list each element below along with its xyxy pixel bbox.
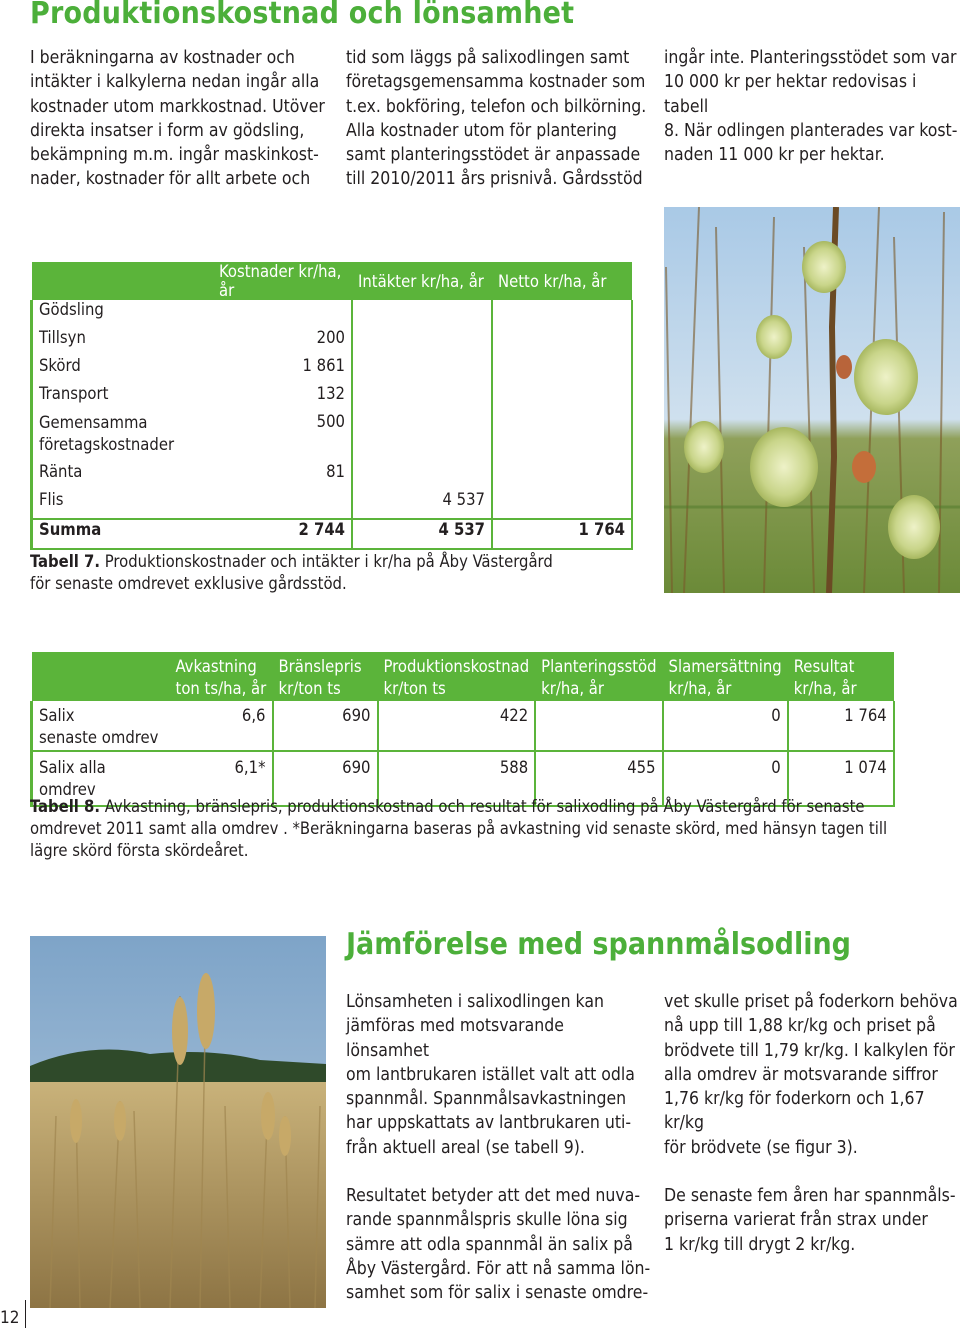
- text-line: till 2010/2011 års prisnivå. Gårdsstöd: [346, 169, 643, 190]
- cell: 422: [378, 701, 536, 751]
- text-line: bekämpning m.m. ingår maskinkost-: [30, 145, 319, 166]
- table-row: [32, 490, 633, 519]
- cell: [352, 462, 492, 490]
- table-header-cell: [170, 652, 273, 701]
- cell: 0: [663, 701, 788, 751]
- cell: 4 537: [352, 490, 492, 519]
- cell: [492, 412, 632, 462]
- text-line: Alla kostnader utom för plantering: [346, 120, 617, 141]
- table-header-cell: [32, 652, 170, 701]
- caption-label: Tabell 8.: [30, 797, 101, 816]
- cell: 1 764: [788, 701, 894, 751]
- text-line: t.ex. bokföring, telefon och bilkörning.: [346, 96, 647, 117]
- table-header-row: [32, 652, 894, 701]
- table-header-cell: [378, 652, 536, 701]
- text-line: 10 000 kr per hektar redovisas i tabell: [664, 72, 917, 117]
- cell: 4 537: [352, 519, 492, 549]
- table-header-row: [32, 262, 633, 300]
- table-header-cell: [32, 262, 214, 300]
- table-header-cell: [788, 652, 894, 701]
- text-line: Resultatet betyder att det med nuva-: [346, 1186, 641, 1207]
- page-number-divider: [25, 1300, 26, 1328]
- row-label: Tillsyn: [32, 328, 214, 356]
- table-7-caption: [30, 551, 630, 595]
- table-header-cell: Netto kr/ha, år: [492, 262, 632, 300]
- header-line: Planteringsstöd: [541, 657, 657, 676]
- text-line: tid som läggs på salixodlingen samt: [346, 48, 630, 68]
- cell: 0: [663, 751, 788, 806]
- header-line: Bränslepris: [278, 657, 362, 676]
- text-line: ingår inte. Planteringsstödet som var: [664, 48, 957, 68]
- row-label: Skörd: [32, 356, 214, 384]
- cell: 690: [273, 701, 378, 751]
- table-row: [32, 300, 633, 328]
- willow-catkin-photo: [664, 207, 960, 593]
- cell: 6,1*: [170, 751, 273, 806]
- comparison-column-2: [664, 990, 960, 1257]
- cell: 132: [213, 384, 352, 412]
- cell: [492, 462, 632, 490]
- cell: [213, 490, 352, 519]
- cell: [352, 356, 492, 384]
- header-line: kr/ha, år: [541, 678, 604, 698]
- cell: 455: [535, 751, 662, 806]
- text-line: vet skulle priset på foderkorn behöva: [664, 992, 958, 1012]
- header-line: kr/ha, år: [793, 678, 857, 698]
- text-line: naden 11 000 kr per hektar.: [664, 145, 885, 166]
- comparison-column-1: [346, 990, 651, 1306]
- intro-column-3: [664, 46, 960, 167]
- cell: 690: [273, 751, 378, 806]
- row-label-line: Salix: [39, 706, 75, 725]
- table-row: [32, 384, 633, 412]
- table-header-cell: Intäkter kr/ha, år: [352, 262, 492, 300]
- header-line: kr/ton ts: [278, 678, 341, 698]
- cell: [492, 490, 632, 519]
- intro-column-1: [30, 46, 330, 192]
- text-line: intäkter i kalkylerna nedan ingår alla: [30, 72, 320, 93]
- text-line: spannmål. Spannmålsavkastningen: [346, 1089, 627, 1110]
- cell: 1 764: [492, 519, 632, 549]
- table-row: [32, 462, 633, 490]
- cell: 81: [213, 462, 352, 490]
- table-8: [30, 652, 895, 807]
- text-line: om lantbrukaren istället valt att odla: [346, 1064, 635, 1085]
- cell: [492, 384, 632, 412]
- row-label: Flis: [32, 490, 214, 519]
- text-line: brödvete till 1,79 kr/kg. I kalkylen för: [664, 1040, 955, 1061]
- cell: [352, 328, 492, 356]
- cell: [213, 300, 352, 328]
- text-line: företagsgemensamma kostnader som: [346, 72, 646, 93]
- cell: [492, 300, 632, 328]
- cell: 500: [213, 412, 352, 462]
- header-line: Resultat: [793, 657, 855, 676]
- header-line: Produktionskostnad: [383, 657, 530, 676]
- text-line: alla omdrev är motsvarande siffror: [664, 1064, 938, 1085]
- header-line: kr/ton ts: [383, 678, 446, 698]
- cell: 200: [213, 328, 352, 356]
- section-title: Jämförelse med spannmålsodling: [346, 927, 852, 962]
- text-line: nå upp till 1,88 kr/kg och priset på: [664, 1016, 936, 1037]
- caption-text: Avkastning, bränslepris, produktionskostnad och resultat för salixodling på Åby Västergård för senaste: [100, 797, 865, 816]
- cell: [492, 328, 632, 356]
- page-number: 12: [0, 1308, 20, 1328]
- cell: 2 744: [213, 519, 352, 549]
- intro-column-2: [346, 46, 651, 192]
- table-row: [32, 412, 633, 462]
- caption-text: lägre skörd första skördeåret.: [30, 841, 249, 860]
- text-line: I beräkningarna av kostnader och: [30, 48, 295, 68]
- text-line: sämre att odla spannmål än salix på: [346, 1234, 633, 1255]
- cell: [352, 300, 492, 328]
- cell: [352, 412, 492, 462]
- table-row: [32, 356, 633, 384]
- caption-text: för senaste omdrevet exklusive gårdsstöd.: [30, 574, 347, 593]
- table-header-cell: [273, 652, 378, 701]
- caption-text: Produktionskostnader och intäkter i kr/ha på Åby Västergård: [100, 552, 553, 571]
- table-row: [32, 701, 894, 751]
- text-line: har uppskattats av lantbrukaren uti-: [346, 1113, 632, 1134]
- cell: 6,6: [170, 701, 273, 751]
- cell: [535, 701, 662, 751]
- cell: [352, 384, 492, 412]
- text-line: 8. När odlingen planterades var kost-: [664, 120, 958, 141]
- text-line: 1,76 kr/kg för foderkorn och 1,67 kr/kg: [664, 1089, 925, 1134]
- text-line: från aktuell areal (se tabell 9).: [346, 1137, 585, 1158]
- row-label: [32, 701, 170, 751]
- row-label: Summa: [32, 519, 214, 549]
- cell: [492, 356, 632, 384]
- table-sum-row: [32, 519, 633, 549]
- text-line: Åby Västergård. För att nå samma lön-: [346, 1258, 651, 1279]
- cell: 1 861: [213, 356, 352, 384]
- text-line: samt planteringsstödet är anpassade: [346, 145, 641, 166]
- row-label: Gemensamma företagskostnader: [32, 412, 214, 462]
- row-label: Transport: [32, 384, 214, 412]
- table-header-cell: [535, 652, 662, 701]
- row-label: Ränta: [32, 462, 214, 490]
- text-line: samhet som för salix i senaste omdre-: [346, 1283, 649, 1304]
- cell: 1 074: [788, 751, 894, 806]
- text-line: kostnader utom markkostnad. Utöver: [30, 96, 325, 117]
- text-line: nader, kostnader för allt arbete och: [30, 169, 311, 190]
- caption-text: omdrevet 2011 samt alla omdrev . *Beräkningarna baseras på avkastning vid senaste skörd, med hänsyn tagen till: [30, 819, 888, 838]
- header-line: Avkastning: [175, 657, 257, 676]
- row-label: Salix alla omdrev: [32, 751, 170, 806]
- cell: 588: [378, 751, 536, 806]
- table-7: [30, 262, 633, 550]
- header-line: ton ts/ha, år: [175, 678, 267, 698]
- table-8-caption: [30, 796, 940, 862]
- table-row: [32, 328, 633, 356]
- header-line: Slamersättning: [668, 657, 782, 676]
- page-title: Produktionskostnad och lönsamhet: [30, 0, 575, 31]
- table-header-cell: Kostnader kr/ha, år: [213, 262, 352, 300]
- text-line: De senaste fem åren har spannmåls-: [664, 1186, 956, 1207]
- table-header-cell: [663, 652, 788, 701]
- text-line: jämföras med motsvarande lönsamhet: [346, 1016, 564, 1061]
- text-line: direkta insatser i form av gödsling,: [30, 120, 305, 141]
- row-label: Gödsling: [32, 300, 214, 328]
- text-line: 1 kr/kg till drygt 2 kr/kg.: [664, 1234, 856, 1255]
- text-line: för brödvete (se figur 3).: [664, 1137, 858, 1158]
- header-line: kr/ha, år: [668, 678, 732, 698]
- wheat-field-photo: [30, 936, 326, 1308]
- caption-label: Tabell 7.: [30, 552, 101, 571]
- text-line: priserna varierat från strax under: [664, 1210, 928, 1231]
- row-label-line: senaste omdrev: [39, 727, 159, 747]
- text-line: Lönsamheten i salixodlingen kan: [346, 992, 604, 1012]
- text-line: rande spannmålspris skulle löna sig: [346, 1210, 628, 1231]
